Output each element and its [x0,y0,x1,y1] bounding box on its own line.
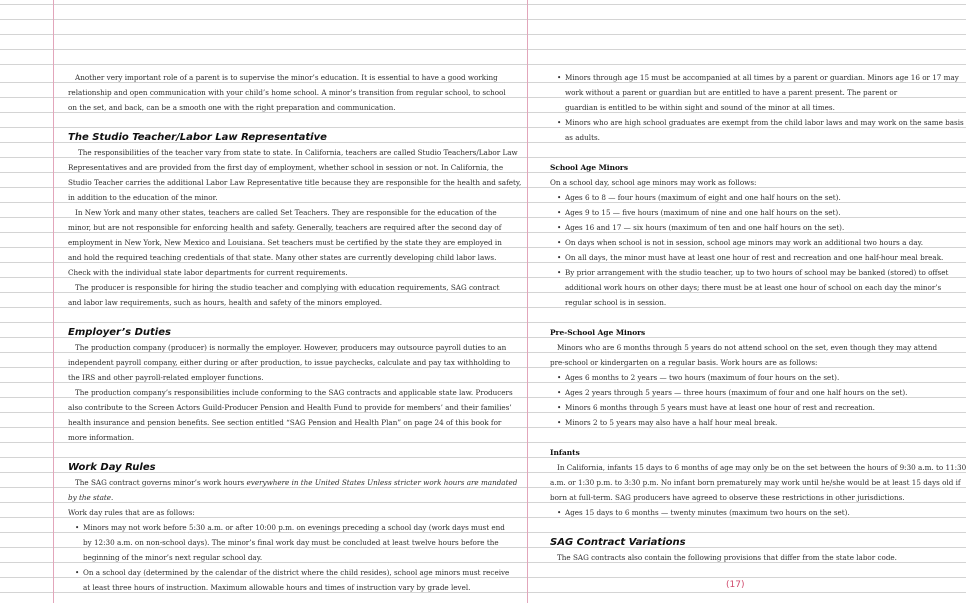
body-line: Check with the individual state labor departments for current requirements. [68,268,348,277]
bullet-line: • Minors 6 months through 5 years must have at least one hour of rest and recreation. [550,400,928,415]
body-line: more information. [68,433,134,442]
right-column [550,70,966,565]
bullet-continuation: at least three hours of instruction. Maximum allowable hours and times of instruction vary by grade level. [83,583,471,592]
bullet-line: • On a school day (determined by the calendar of the district where the child resides), school age minors must receive [68,565,480,580]
body-line: the IRS and other payroll-related employer functions. [68,373,264,382]
center-margin-line [527,0,528,603]
body-line [68,475,518,490]
body-line: independent payroll company, either during or after production, to issue paychecks, calculate and pay tax withholding to [68,358,511,367]
subheading-pre-school-age-minors: Pre-School Age Minors [550,328,646,337]
body-line: pre-school or kindergarten on a regular basis. Work hours are as follows: [550,358,818,367]
subheading-school-age-minors: School Age Minors [550,163,628,172]
bullet-continuation: additional work hours on other days; there must be at least one hour of school on each day the minor’s [565,283,942,292]
body-line: also contribute to the Screen Actors Guild-Producer Pension and Health Fund to provide for members’ and their families’ [68,403,512,412]
bullet-line: • On days when school is not in session, school age minors may work an additional two hours a day. [550,235,928,250]
bullet-line: • Ages 2 years through 5 years — three hours (maximum of four and one half hours on the set). [550,385,928,400]
bullet-line: • On all days, the minor must have at least one hour of rest and recreation and one half-hour meal break. [550,250,928,265]
body-line: Studio Teacher carries the additional Labor Law Representative title because they are responsible for the health and safety, [68,178,522,187]
section-heading-work-day-rules: Work Day Rules [68,462,156,473]
bullet-continuation: regular school is in session. [565,298,667,307]
section-heading-studio-teacher: The Studio Teacher/Labor Law Representative [68,132,327,143]
body-line: The producer is responsible for hiring the studio teacher and complying with education requirements, SAG contract [75,283,500,292]
bullet-continuation: as adults. [565,133,600,142]
intro-line: Another very important role of a parent is to supervise the minor’s education. It is essential to have a good working [75,73,498,82]
body-line: Work day rules that are as follows: [68,508,195,517]
bullet-line: • Minors 2 to 5 years may also have a half hour meal break. [550,415,928,430]
section-heading-sag-contract-variations: SAG Contract Variations [550,537,686,548]
body-line: and labor law requirements, such as hours, health and safety of the minors employed. [68,298,383,307]
subheading-infants: Infants [550,448,580,457]
bullet-line: • Ages 16 and 17 — six hours (maximum of ten and one half hours on the set). [550,220,928,235]
page-number: (17) [726,580,745,590]
body-line: health insurance and pension benefits. See section entitled “SAG Pension and Health Plan” on page 24 of this book for [68,418,502,427]
body-line: born at full-term. SAG producers have agreed to observe these restrictions in other jurisdictions. [550,493,905,502]
body-text: The SAG contract governs minor’s work hours [75,478,247,487]
body-line: The production company (producer) is normally the employer. However, producers may outsource payroll duties to an [75,343,507,352]
body-line: The responsibilities of the teacher vary from state to state. In California, teachers are called Studio Teachers/Labor Law [78,148,518,157]
body-line: On a school day, school age minors may work as follows: [550,178,757,187]
body-line: Representatives and are provided from the first day of employment, whether school in session or not. In California, the [68,163,504,172]
bullet-line: • Ages 6 to 8 — four hours (maximum of eight and one half hours on the set). [550,190,928,205]
bullet-line: • Minors may not work before 5:30 a.m. or after 10:00 p.m. on evenings preceding a school day (work days must end [68,520,480,535]
intro-line: relationship and open communication with your child’s home school. A minor’s transition from regular school, to school [68,88,506,97]
body-line: In New York and many other states, teachers are called Set Teachers. They are responsible for the education of the [75,208,497,217]
bullet-line: • Minors who are high school graduates are exempt from the child labor laws and may work on the same basis [550,115,928,130]
intro-line: on the set, and back, can be a smooth one with the right preparation and communication. [68,103,396,112]
bullet-line: • Ages 9 to 15 — five hours (maximum of nine and one half hours on the set). [550,205,928,220]
body-text-italic: by the state. [68,493,114,502]
body-line: and hold the required teaching credentials of that state. Many other states are currently developing child labor laws. [68,253,497,262]
bullet-continuation: work without a parent or guardian but are entitled to have a parent present. The parent or [565,88,898,97]
bullet-continuation: beginning of the minor’s next regular school day. [83,553,263,562]
bullet-line: • Minors through age 15 must be accompanied at all times by a parent or guardian. Minors age 16 or 17 may [550,70,928,85]
body-line: in addition to the education of the minor. [68,193,218,202]
bullet-line: • Ages 15 days to 6 months — twenty minutes (maximum two hours on the set). [550,505,928,520]
body-line: In California, infants 15 days to 6 months of age may only be on the set between the hours of 9:30 a.m. to 11:30 [557,463,966,472]
left-column [68,70,522,595]
body-line [68,490,480,505]
body-line: The production company’s responsibilities include conforming to the SAG contracts and applicable state law. Producers [75,388,513,397]
body-line: Minors who are 6 months through 5 years do not attend school on the set, even though they may attend [557,343,938,352]
bullet-continuation: by 12:30 a.m. on non-school days). The minor’s final work day must be concluded at least twelve hours before the [83,538,499,547]
section-heading-employer-duties: Employer’s Duties [68,327,171,338]
body-line: a.m. or 1:30 p.m. to 3:30 p.m. No infant born prematurely may work until he/she would be at least 15 days old if [550,478,961,487]
body-text-italic: everywhere in the United States Unless stricter work hours are mandated [246,478,518,487]
body-line: minor, but are not responsible for enforcing health and safety. Generally, teachers are required after the second day of [68,223,502,232]
bullet-continuation: guardian is entitled to be within sight and sound of the minor at all times. [565,103,835,112]
bullet-line: • Ages 6 months to 2 years — two hours (maximum of four hours on the set). [550,370,928,385]
body-line: employment in New York, New Mexico and Louisiana. Set teachers must be certified by the state they are employed in [68,238,502,247]
left-margin-line [53,0,54,603]
body-line: The SAG contracts also contain the following provisions that differ from the state labor code. [557,553,897,562]
bullet-line: • By prior arrangement with the studio teacher, up to two hours of school may be banked (stored) to offset [550,265,928,280]
